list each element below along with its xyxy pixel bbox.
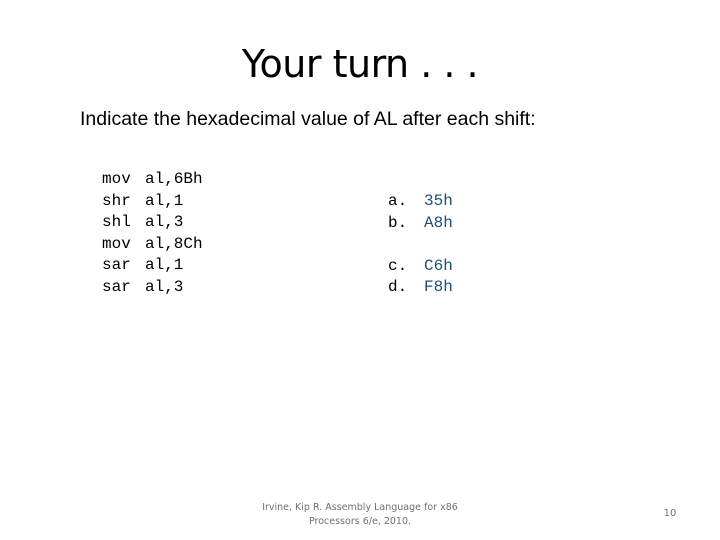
answer-value: C6h (424, 256, 453, 275)
answer-value: F8h (424, 278, 453, 297)
footer-line: Irvine, Kip R. Assembly Language for x86 (262, 502, 458, 513)
code-block (102, 169, 203, 299)
slide-title: Your turn . . . (241, 42, 479, 86)
code-line (102, 191, 203, 213)
answer-item (388, 256, 453, 278)
answer-value: A8h (424, 213, 453, 232)
answer-letter: b. (388, 213, 408, 232)
footer-citation (252, 501, 468, 529)
answer-letter: a. (388, 192, 408, 210)
code-operands: al,6Bh (145, 170, 203, 188)
answer-item (388, 191, 453, 213)
answer-item (388, 213, 453, 235)
answer-letter: d. (388, 278, 408, 297)
code-operands: al,3 (145, 213, 184, 232)
answer-item (388, 277, 453, 299)
code-operands: al,1 (145, 256, 184, 275)
code-line (102, 277, 203, 299)
code-opcode: sar (102, 277, 131, 296)
code-operands: al,1 (145, 191, 184, 210)
code-opcode: sar (102, 256, 131, 275)
code-opcode: mov (102, 170, 131, 188)
answer-letter: c. (388, 256, 408, 275)
answers-block (388, 191, 453, 299)
code-opcode: mov (102, 234, 131, 253)
code-line (102, 169, 203, 191)
instruction-text: Indicate the hexadecimal value of AL after each shift: (80, 108, 536, 130)
code-line (102, 234, 203, 256)
footer-line: Processors 6/e, 2010. (308, 516, 412, 527)
code-operands: al,3 (145, 277, 184, 296)
page-number: 10 (663, 508, 677, 519)
answer-value: 35h (424, 192, 453, 210)
code-opcode: shl (102, 213, 131, 232)
code-operands: al,8Ch (145, 234, 203, 253)
code-opcode: shr (102, 191, 131, 210)
code-line (102, 212, 203, 234)
code-line (102, 255, 203, 277)
